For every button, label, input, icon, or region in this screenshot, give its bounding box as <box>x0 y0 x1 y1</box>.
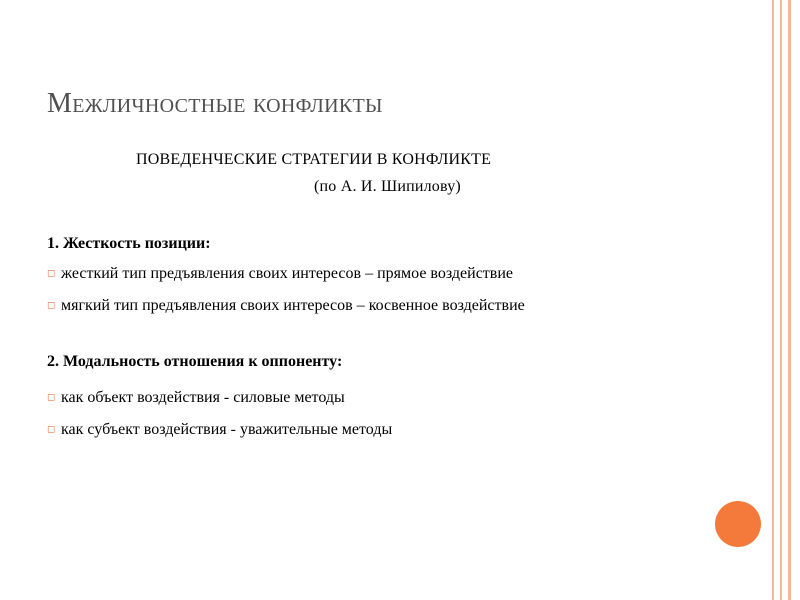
list-item: ◻ как объект воздействия - силовые методы <box>47 389 345 406</box>
section-title: 2. Модальность отношения к оппоненту: <box>47 353 343 370</box>
decorative-rule <box>772 0 774 600</box>
section-title: 1. Жесткость позиции: <box>47 235 211 252</box>
decorative-rule <box>780 0 782 600</box>
list-item: ◻ как субъект воздействия - уважительные методы <box>47 421 393 438</box>
list-item: ◻ мягкий тип предъявления своих интересов – косвенное воздействие <box>47 297 525 314</box>
bullet-marker-icon: ◻ <box>47 300 56 311</box>
bullet-marker-icon: ◻ <box>47 424 56 435</box>
bullet-marker-icon: ◻ <box>47 268 56 279</box>
list-item: ◻ жесткий тип предъявления своих интересов – прямое воздействие <box>47 265 514 282</box>
strategies-heading: ПОВЕДЕНЧЕСКИЕ СТРАТЕГИИ В КОНФЛИКТЕ <box>136 151 492 168</box>
author-subheading: (по А. И. Шипилову) <box>314 178 461 195</box>
decorative-circle-icon <box>715 501 761 547</box>
slide-title: Межличностные конфликты <box>47 88 383 119</box>
decorative-rule <box>788 0 791 600</box>
bullet-marker-icon: ◻ <box>47 392 56 403</box>
